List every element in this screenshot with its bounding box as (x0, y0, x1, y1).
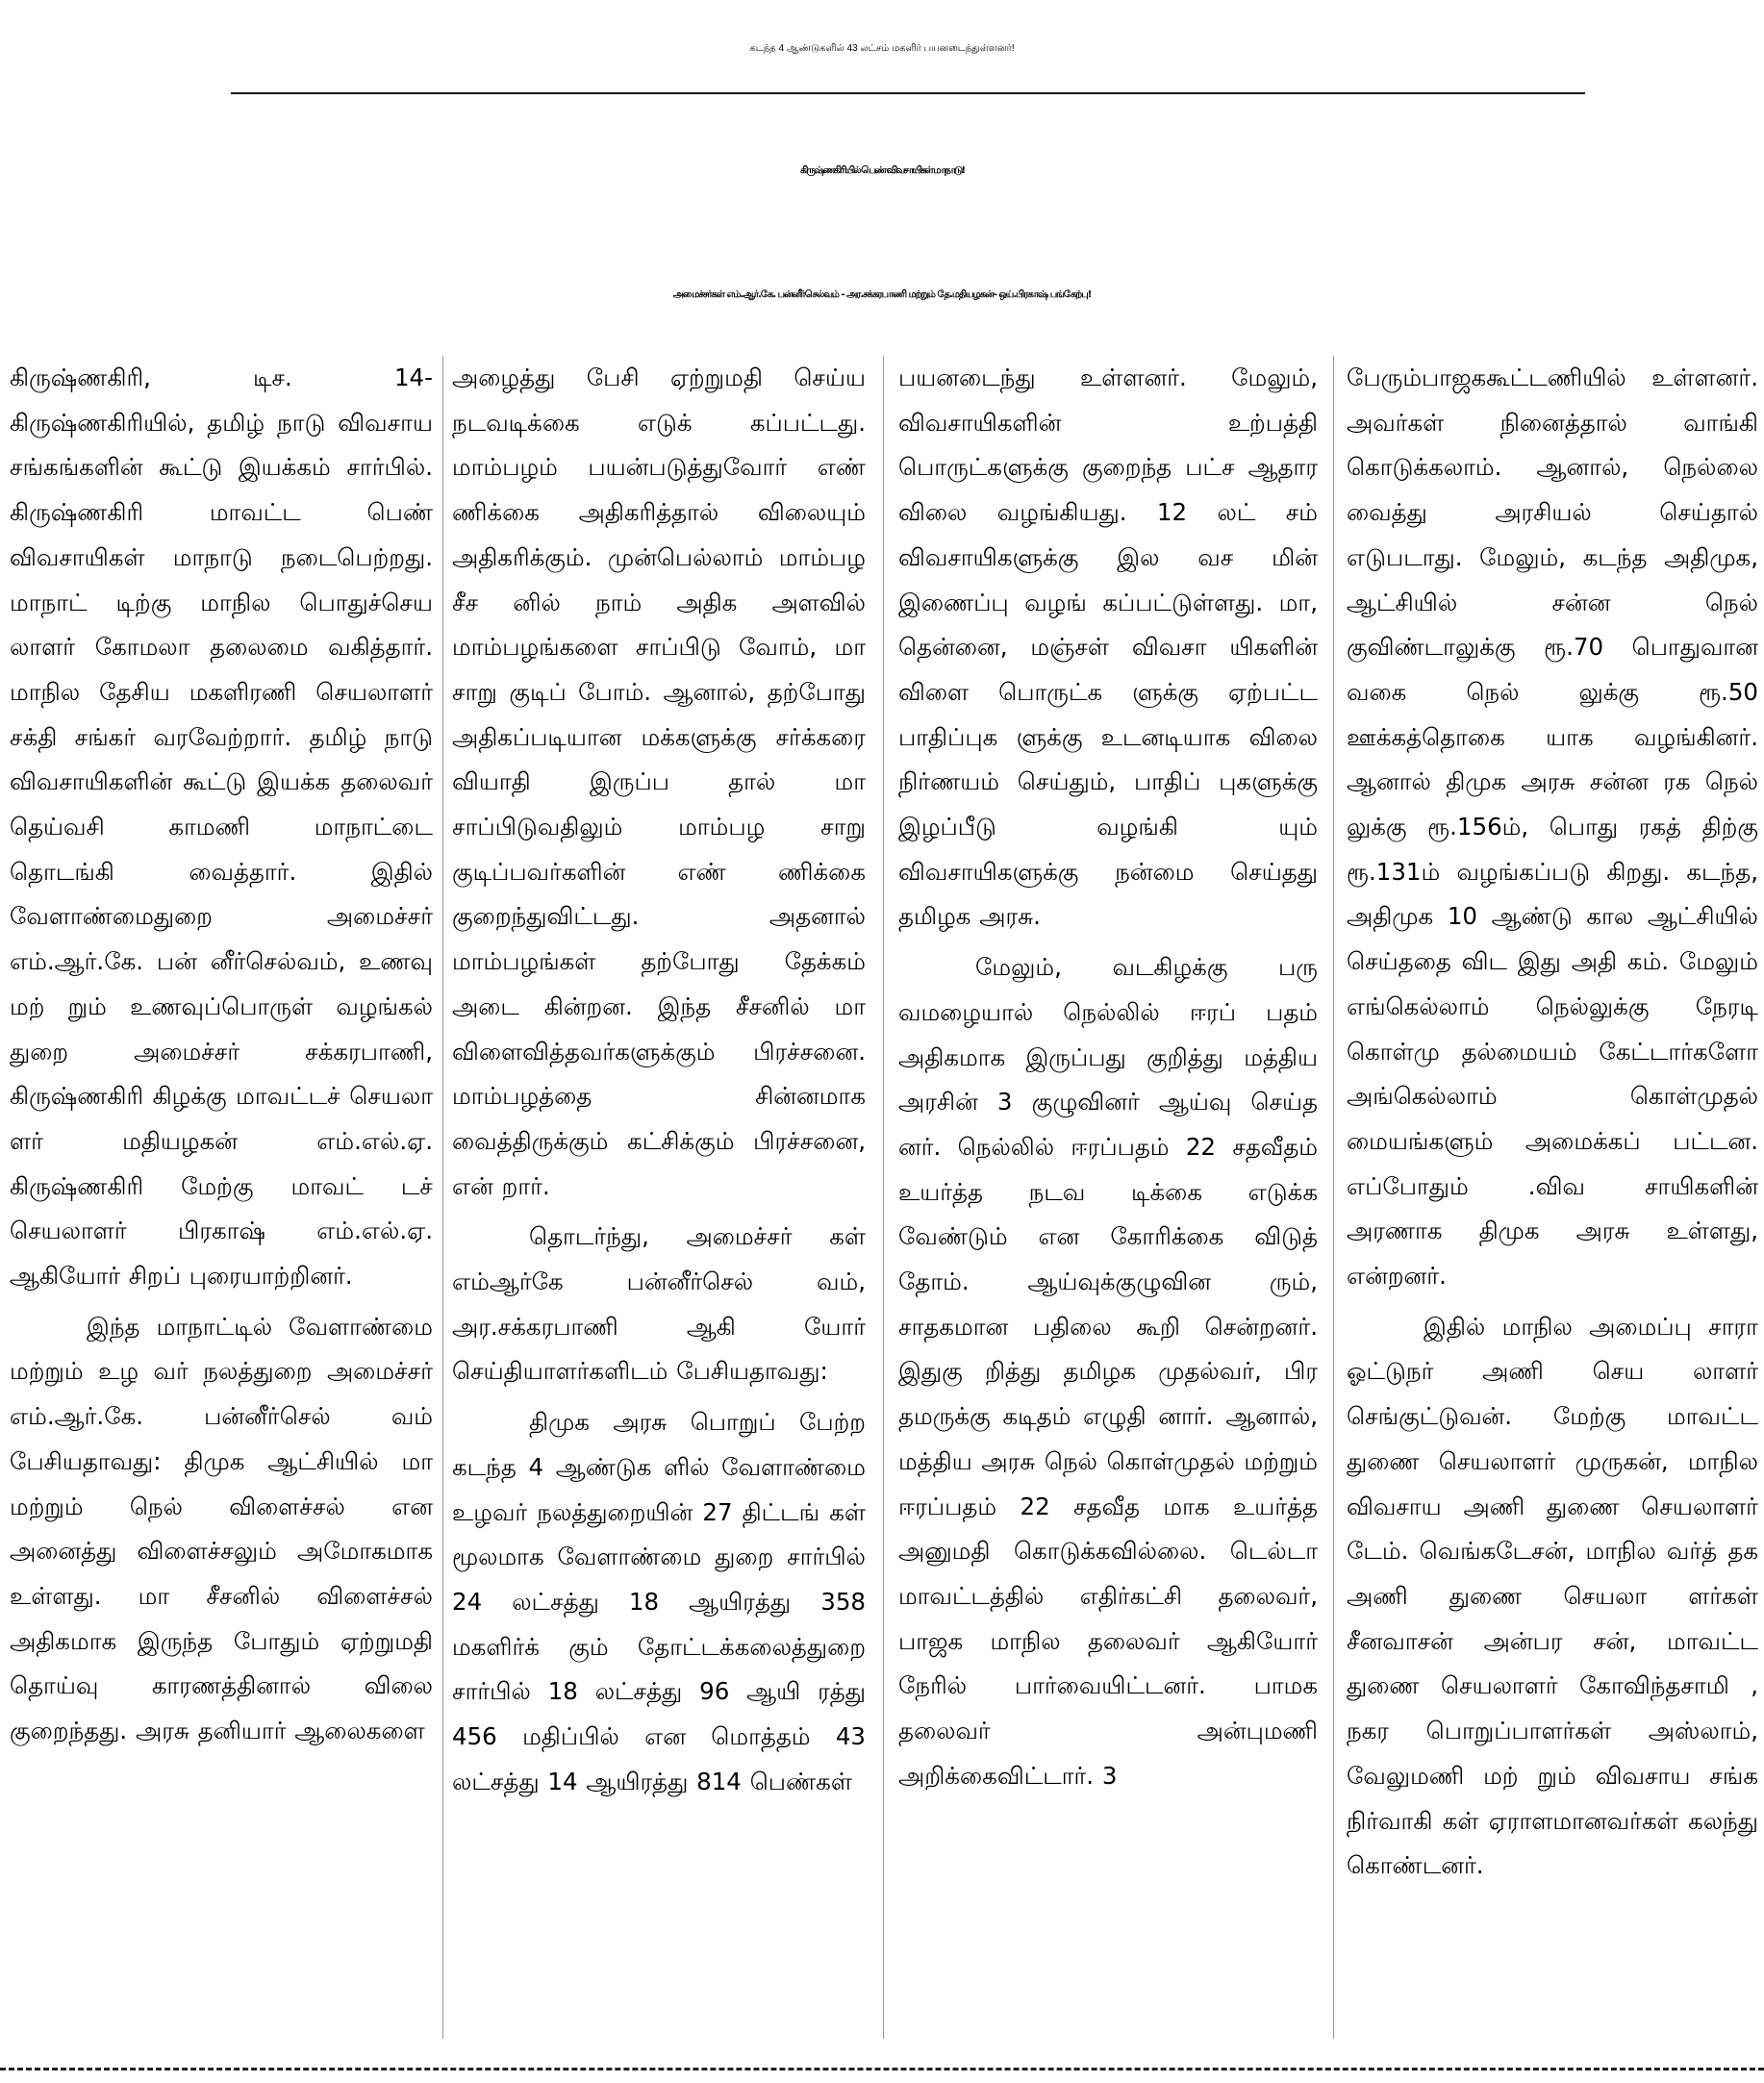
main-headline: கிருஷ்ணகிரியில் பெண் விவசாயிகள் மாநாடு! (799, 165, 965, 176)
article-column-4 (1347, 356, 1758, 2039)
column-2-paragraph-1: அழைத்து பேசி ஏற்றுமதி செய்ய நடவடிக்கை எடுக் கப்பட்டது. மாம்பழம் பயன்படுத்துவோர் எண் ணிக்கை அதிகரித்தால் விலையும் அதிகரிக்கும். முன்பெல்லாம் மாம்பழ சீச னில் நாம் அதிக அளவில் மாம்பழங்களை சாப்பிடு வோம், மா சாறு குடிப் போம். ஆனால், தற்போது அதிகப்படியான மக்களுக்கு சர்க்கரை வியாதி இருப்ப தால் மா சாப்பிடுவதிலும் மாம்பழ சாறு குடிப்பவர்களின் எண் ணிக்கை குறைந்துவிட்டது. அதனால் மாம்பழங்கள் தற்போது தேக்கம் அடை கின்றன. இந்த சீசனில் மா விளைவித்தவர்களுக்கும் பிரச்சனை. மாம்பழத்தை சின்னமாக வைத்திருக்கும் கட்சிக்கும் பிரச்சனை, என் றார். (452, 364, 866, 1200)
column-4-paragraph-1: பேரும்பாஜககூட்டணியில் உள்ளனர். அவர்கள் நினைத்தால் வாங்கி கொடுக்கலாம். ஆனால், நெல்லை வைத்து அரசியல் செய்தால் எடுபடாது. மேலும், கடந்த அதிமுக, ஆட்சியில் சன்ன நெல் குவிண்டாலுக்கு ரூ.70 பொதுவான வகை நெல் லுக்கு ரூ.50 ஊக்கத்தொகை யாக வழங்கினர். ஆனால் திமுக அரசு சன்ன ரக நெல் லுக்கு ரூ.156ம், பொது ரகத் திற்கு ரூ.131ம் வழங்கப்படு கிறது. கடந்த, அதிமுக 10 ஆண்டு கால ஆட்சியில் செய்ததை விட இது அதி கம். மேலும் எங்கெல்லாம் நெல்லுக்கு நேரடி கொள்மு தல்மையம் கேட்டார்களோ அங்கெல்லாம் கொள்முதல் மையங்களும் அமைக்கப் பட்டன. எப்போதும் .விவ சாயிகளின் அரணாக திமுக அரசு உள்ளது, என்றனர். (1347, 364, 1758, 1291)
kicker-rule (231, 92, 1585, 94)
column-1-paragraph-1: கிருஷ்ணகிரி, டிச. 14- கிருஷ்ணகிரியில், தமிழ் நாடு விவசாய சங்கங்களின் கூட்டு இயக்கம் சார்பில். கிருஷ்ணகிரி மாவட்ட பெண் விவசாயிகள் மாநாடு நடைபெற்றது. மாநாட் டிற்கு மாநில பொதுச்செய லாளர் கோமலா தலைமை வகித்தார். மாநில தேசிய மகளிரணி செயலாளர் சக்தி சங்கர் வரவேற்றார். தமிழ் நாடு விவசாயிகளின் கூட்டு இயக்க தலைவர் தெய்வசி காமணி மாநாட்டை தொடங்கி வைத்தார். இதில் வேளாண்மைதுறை அமைச்சர் எம்.ஆர்.கே. பன் னீர்செல்வம், உணவு மற் றும் உணவுப்பொருள் வழங்கல் துறை அமைச்சர் சக்கரபாணி, கிருஷ்ணகிரி கிழக்கு மாவட்டச் செயலா ளர் மதியழகன் எம்.எல்.ஏ. கிருஷ்ணகிரி மேற்கு மாவட் டச் செயலாளர் பிரகாஷ் எம்.எல்.ஏ. ஆகியோர் சிறப் புரையாற்றினர். (10, 364, 433, 1291)
column-divider (883, 356, 884, 2039)
column-divider (442, 356, 443, 2039)
column-3-paragraph-1: பயனடைந்து உள்ளனர். மேலும், விவசாயிகளின் உற்பத்தி பொருட்களுக்கு குறைந்த பட்ச ஆதார விலை வழங்கியது. 12 லட் சம் விவசாயிகளுக்கு இல வச மின் இணைப்பு வழங் கப்பட்டுள்ளது. மா, தென்னை, மஞ்சள் விவசா யிகளின் விளை பொருட்க ளுக்கு ஏற்பட்ட பாதிப்புக ளுக்கு உடனடியாக விலை நிர்ணயம் செய்தும், பாதிப் புகளுக்கு இழப்பீடு வழங்கி யும் விவசாயிகளுக்கு நன்மை செய்தது தமிழக அரசு. (898, 364, 1318, 931)
column-4-paragraph-2: இதில் மாநில அமைப்பு சாரா ஓட்டுநர் அணி செய லாளர் செங்குட்டுவன். மேற்கு மாவட்ட துணை செயலாளர் முருகன், மாநில விவசாய அணி துணை செயலாளர் டேம். வெங்கடேசன், மாநில வர்த் தக அணி துணை செயலா ளர்கள் சீனவாசன் அன்பர சன், மாவட்ட துணை செயலாளர் கோவிந்தசாமி , நகர பொறுப்பாளர்கள் அஸ்லாம், வேலுமணி மற் றும் விவசாய சங்க நிர்வாகி கள் ஏராளமானவர்கள் கலந்து கொண்டனர். (1347, 1312, 1758, 1880)
deck-subheadline: அமைச்சர்கள் எம்.ஆர்.கே. பன்னீர்செல்வம் - அர.சக்கரபாணி மற்றும் தே.மதியழகன்- ஒய்.பிரகாஷ் பங்கேற்பு! (672, 289, 1092, 300)
column-2-paragraph-2: தொடர்ந்து, அமைச்சர் கள் எம்ஆர்கே பன்னீர்செல் வம், அர.சக்கரபாணி ஆகி யோர் செய்தியாளர்களிடம் பேசியதாவது: (452, 1222, 866, 1386)
bottom-dashed-rule (0, 2068, 1764, 2070)
column-divider (1333, 356, 1334, 2039)
article-column-2 (452, 356, 866, 2039)
column-2-paragraph-3: திமுக அரசு பொறுப் பேற்ற கடந்த 4 ஆண்டுக ளில் வேளாண்மை உழவர் நலத்துறையின் 27 திட்டங் கள் மூலமாக வேளாண்மை துறை சார்பில் 24 லட்சத்து 18 ஆயிரத்து 358 மகளிர்க் கும் தோட்டக்கலைத்துறை சார்பில் 18 லட்சத்து 96 ஆயி ரத்து 456 மதிப்பில் என மொத்தம் 43 லட்சத்து 14 ஆயிரத்து 814 பெண்கள் (452, 1408, 866, 1795)
column-3-paragraph-2: மேலும், வடகிழக்கு பரு வமழையால் நெல்லில் ஈரப் பதம் அதிகமாக இருப்பது குறித்து மத்திய அரசின் 3 குழுவினர் ஆய்வு செய்த னர். நெல்லில் ஈரப்பதம் 22 சதவீதம் உயர்த்த நடவ டிக்கை எடுக்க வேண்டும் என கோரிக்கை விடுத் தோம். ஆய்வுக்குழுவின ரும், சாதகமான பதிலை கூறி சென்றனர். இதுகு றித்து தமிழக முதல்வர், பிர தமருக்கு கடிதம் எழுதி னார். ஆனால், மத்திய அரசு நெல் கொள்முதல் மற்றும் ஈரப்பதம் 22 சதவீத மாக உயர்த்த அனுமதி கொடுக்கவில்லை. டெல்டா மாவட்டத்தில் எதிர்கட்சி தலைவர், பாஜக மாநில தலைவர் ஆகியோர் நேரில் பார்வையிட்டனர். பாமக தலைவர் அன்புமணி அறிக்கைவிட்டார். 3 (898, 953, 1318, 1790)
article-body (0, 356, 1764, 2041)
kicker-headline: கடந்த 4 ஆண்டுகளில் 43 லட்சம் மகளிர் பயனடைந்துள்ளனர்! (749, 43, 1015, 54)
article-column-3 (898, 356, 1318, 2039)
article-column-1 (10, 356, 433, 2039)
column-1-paragraph-2: இந்த மாநாட்டில் வேளாண்மை மற்றும் உழ வர் நலத்துறை அமைச்சர் எம்.ஆர்.கே. பன்னீர்செல் வம் பேசியதாவது: திமுக ஆட்சியில் மா மற்றும் நெல் விளைச்சல் என அனைத்து விளைச்சலும் அமோகமாக உள்ளது. மா சீசனில் விளைச்சல் அதிகமாக இருந்த போதும் ஏற்றுமதி தொய்வு காரணத்தினால் விலை குறைந்தது. அரசு தனியார் ஆலைகளை (10, 1312, 433, 1745)
